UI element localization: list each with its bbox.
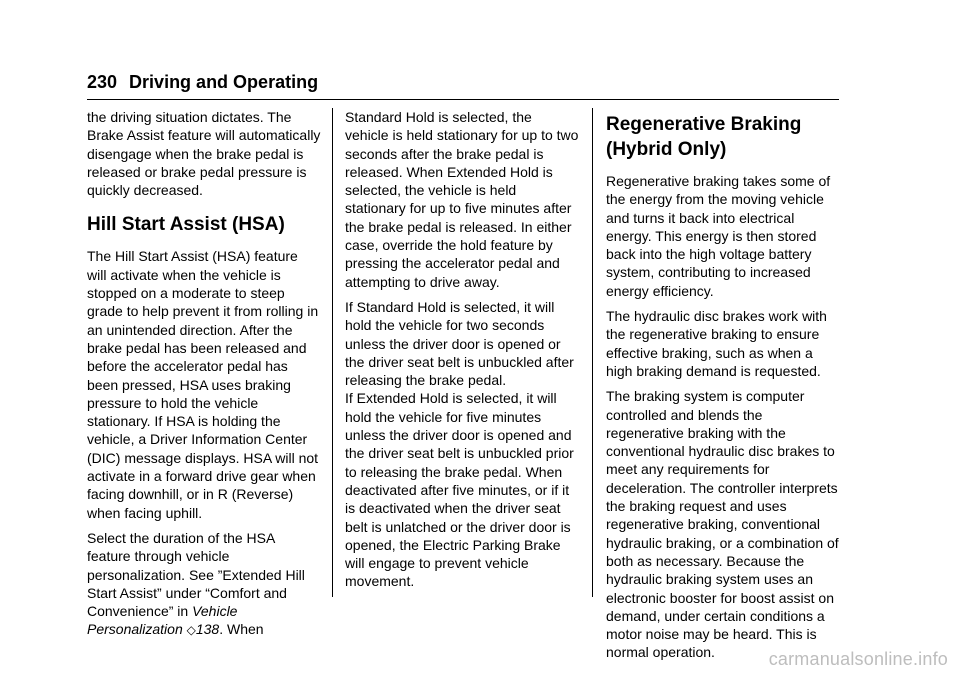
paragraph-disc-brakes: The hydraulic disc brakes work with the regenerative braking to ensure effective braking, such as when a high braking demand is requested. — [606, 308, 827, 379]
column-divider-2 — [592, 108, 593, 597]
heading-line-2: (Hybrid Only) — [606, 139, 727, 160]
column-2 — [345, 108, 579, 598]
header-rule — [87, 99, 839, 100]
heading-line-1: Regenerative Braking — [606, 114, 802, 135]
paragraph-brake-assist-end: the driving situation dictates. The Brake Assist feature will automatically disengage when the brake pedal is released or brake pedal pressure is quickly decreased. — [87, 109, 321, 199]
page-number: 230 — [87, 72, 118, 92]
paragraph-hold-behavior — [345, 298, 579, 591]
paragraph-hold-modes: Standard Hold is selected, the vehicle is held stationary for up to two seconds after the brake pedal is released. When Extended Hold is selected, the vehicle is held stationary for up to five minutes after the brake pedal is released. In either case, override the hold feature by pressing the accelerator pedal and attempting to drive away. — [345, 109, 579, 290]
vehicle-personalization-link[interactable]: Vehicle Personalization — [87, 603, 238, 638]
hsa-duration-text: Select the duration of the HSA feature through vehicle personalization. See ”Extended Hill Start Assist” under “Comfort and Convenience” in — [87, 529, 305, 620]
hsa-duration-tail: . When — [219, 621, 264, 638]
extended-hold-text: If Extended Hold is selected, it will hold the vehicle for five minutes unless the driver door is opened and the driver seat belt is unbuckled prior to releasing the brake pedal. When deactivated after five minutes, or if it is deactivated when the driver seat belt is unlatched or the driver door is opened, the Electric Parking Brake will engage to prevent vehicle movement. — [345, 390, 574, 590]
page-reference-icon: ◇ — [186, 623, 196, 638]
page-reference-number[interactable]: 138 — [195, 621, 220, 638]
paragraph-hsa-duration — [87, 529, 321, 640]
standard-hold-text: If Standard Hold is selected, it will hold the vehicle for two seconds unless the driver door is opened or the driver seat belt is unbuckled after releasing the brake pedal. — [345, 298, 574, 389]
page-header — [87, 70, 318, 94]
paragraph-braking-system: The braking system is computer controlled and blends the regenerative braking with the conventional hydraulic disc brakes to meet any requirements for deceleration. The controller interprets the braking request and uses regenerative braking, conventional hydraulic braking, or a combination of both as necessary. Because the hydraulic braking system uses an electronic booster for boost assist on demand, under certain conditions a motor noise may be heard. This is normal operation. — [606, 388, 839, 661]
heading-hill-start-assist: Hill Start Assist (HSA) — [87, 214, 285, 236]
paragraph-hsa-description: The Hill Start Assist (HSA) feature will activate when the vehicle is stopped on a moderate to steep grade to help prevent it from rolling in an unintended direction. After the brake pedal has been released and before the accelerator pedal has been pressed, HSA uses braking pressure to hold the vehicle stationary. If HSA is holding the vehicle, a Driver Information Center (DIC) message displays. HSA will not activate in a forward drive gear when facing downhill, or in R (Reverse) when facing uphill. — [87, 248, 319, 521]
heading-regenerative-braking — [606, 112, 840, 162]
column-1 — [87, 108, 321, 647]
paragraph-regen-intro: Regenerative braking takes some of the energy from the moving vehicle and turns it back into electrical energy. This energy is then stored back into the high voltage battery system, contributing to increased energy efficiency. — [606, 173, 831, 299]
section-title: Driving and Operating — [129, 72, 319, 92]
column-divider-1 — [332, 108, 333, 597]
watermark: carmanualsonline.info — [768, 649, 948, 669]
column-3 — [606, 108, 840, 669]
